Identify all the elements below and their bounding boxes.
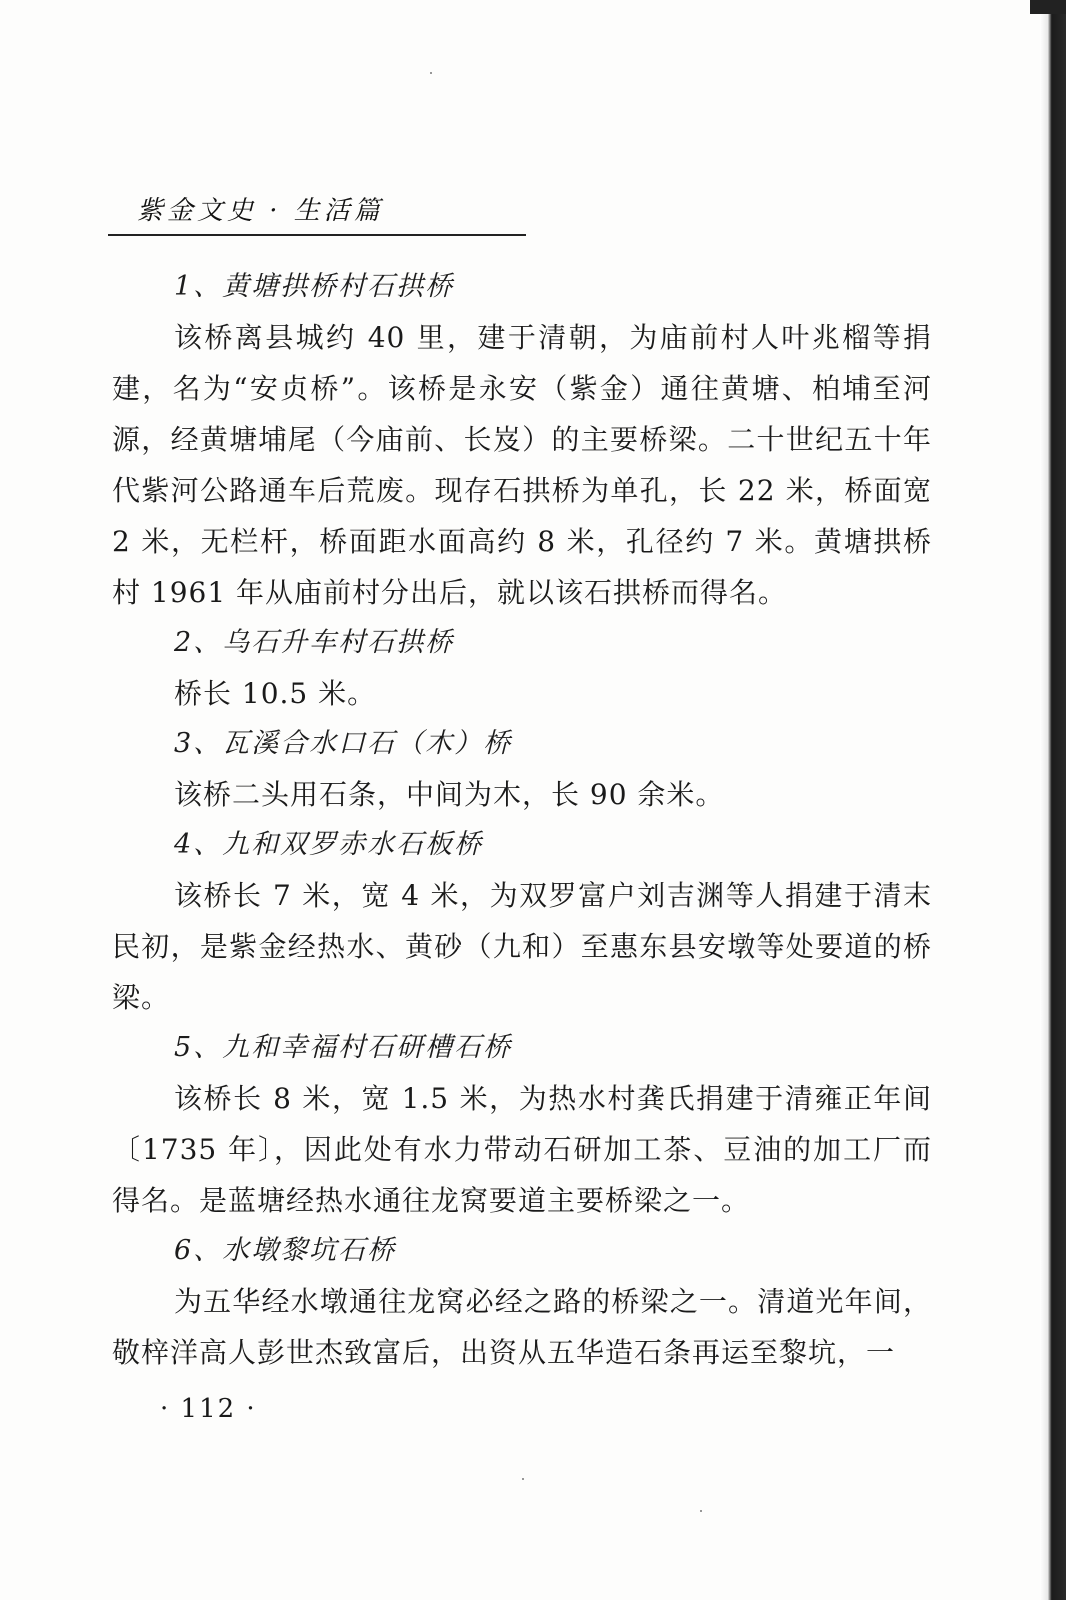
section-body-3: 该桥二头用石条，中间为木，长 90 余米。 (174, 778, 725, 811)
section-body-1: 该桥离县城约 40 里，建于清朝，为庙前村人叶兆榴等捐建，名为“安贞桥”。该桥是永安（紫金）通往黄塘、柏埔至河源，经黄塘埔尾（今庙前、长岌）的主要桥梁。二十世纪五十年代紫河公路通车后荒废。现存石拱桥为单孔，长 22 米，桥面宽 2 米，无栏杆，桥面距水面高约 8 米，孔径约 7 米。黄塘拱桥村 1961 年从庙前村分出后，就以该石拱桥而得名。 (112, 321, 932, 609)
scan-speck (522, 1478, 524, 1480)
header-rule (108, 234, 526, 236)
page-number: · 112 · (160, 1394, 257, 1424)
section-heading-5: 5、九和幸福村石研槽石桥 (174, 1032, 513, 1063)
section-body-2: 桥长 10.5 米。 (174, 677, 377, 710)
section-heading-4: 4、九和双罗赤水石板桥 (174, 829, 484, 860)
scan-edge (1040, 0, 1066, 1600)
section-heading-3: 3、瓦溪合水口石（木）桥 (174, 728, 513, 759)
section-heading-1: 1、黄塘拱桥村石拱桥 (174, 271, 455, 302)
section-body-4: 该桥长 7 米，宽 4 米，为双罗富户刘吉渊等人捐建于清末民初，是紫金经热水、黄砂（九和）至惠东县安墩等处要道的桥梁。 (112, 879, 932, 1014)
running-header: 紫金文史 · 生活篇 (137, 196, 384, 226)
section-body-5: 该桥长 8 米，宽 1.5 米，为热水村龚氏捐建于清雍正年间〔1735 年〕，因此处有水力带动石研加工茶、豆油的加工厂而得名。是蓝塘经热水通往龙窝要道主要桥梁之一。 (112, 1082, 932, 1217)
scan-speck (700, 1510, 702, 1512)
page-content (112, 262, 932, 1378)
section-heading-2: 2、乌石升车村石拱桥 (174, 627, 455, 658)
section-heading-6: 6、水墩黎坑石桥 (174, 1235, 397, 1266)
scan-speck (430, 72, 432, 74)
section-body-6: 为五华经水墩通往龙窝必经之路的桥梁之一。清道光年间，敬梓洋高人彭世杰致富后，出资从五华造石条再运至黎坑，一 (112, 1285, 932, 1369)
scan-edge-corner (1030, 0, 1066, 14)
